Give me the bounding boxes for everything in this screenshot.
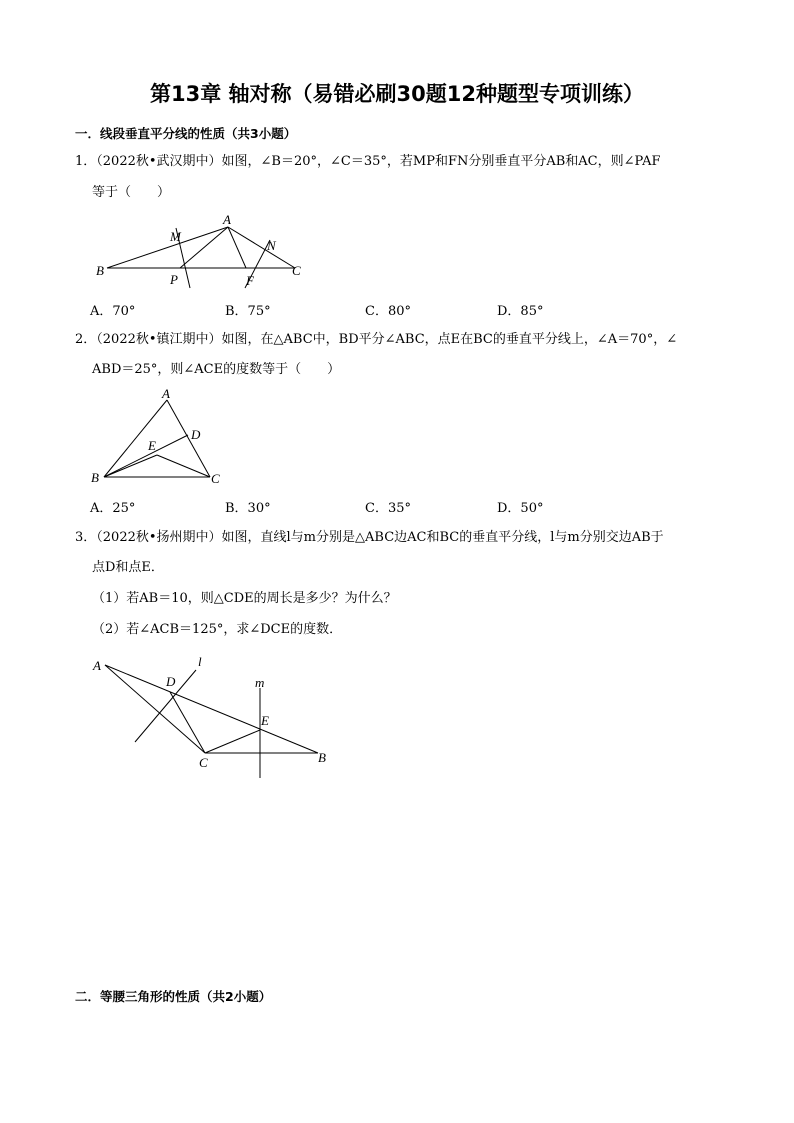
q1-option-b[interactable]: B．75° — [225, 304, 271, 319]
fig3-label-a: A — [93, 658, 101, 673]
q2-option-a[interactable]: A．25° — [90, 501, 136, 516]
fig3-label-e: E — [261, 713, 269, 728]
question-1-line-2: 等于（ ） — [92, 185, 171, 200]
q1-option-a[interactable]: A．70° — [90, 304, 136, 319]
question-3-sub-2: （2）若∠ACB＝125°，求∠DCE的度数． — [92, 622, 343, 637]
fig1-label-p: P — [170, 272, 178, 287]
fig2-label-a: A — [162, 386, 170, 401]
fig3-label-l: l — [198, 654, 202, 669]
section-heading-2: 二．等腰三角形的性质（共2小题） — [75, 989, 272, 1004]
q2-option-b[interactable]: B．30° — [225, 501, 271, 516]
page-title: 第13章 轴对称（易错必刷30题12种题型专项训练） — [150, 82, 644, 106]
question-2-figure — [0, 383, 794, 493]
question-1-line-1: 1．（2022秋•武汉期中）如图，∠B＝20°，∠C＝35°，若MP和FN分别垂直平分AB和AC，则∠PAF — [75, 154, 661, 169]
fig2-label-b: B — [91, 470, 99, 485]
q2-option-c[interactable]: C．35° — [365, 501, 411, 516]
fig1-label-c: C — [292, 263, 301, 278]
fig1-label-b: B — [96, 263, 104, 278]
question-2-line-1: 2．（2022秋•镇江期中）如图，在△ABC中，BD平分∠ABC，点E在BC的垂直平分线上，∠A＝70°，∠ — [75, 332, 678, 347]
fig2-label-c: C — [211, 471, 220, 486]
question-3-line-2: 点D和点E． — [92, 560, 164, 575]
fig1-label-f: F — [246, 273, 254, 288]
fig1-label-m: M — [170, 229, 181, 244]
question-2-line-2: ABD＝25°，则∠ACE的度数等于（ ） — [92, 362, 341, 377]
question-1-figure — [0, 205, 794, 295]
question-3-figure — [0, 650, 794, 790]
q1-option-d[interactable]: D．85° — [497, 304, 544, 319]
q2-option-d[interactable]: D．50° — [497, 501, 544, 516]
question-3-sub-1: （1）若AB＝10，则△CDE的周长是多少？为什么？ — [92, 591, 397, 606]
fig1-label-a: A — [223, 212, 231, 227]
question-3-line-1: 3．（2022秋•扬州期中）如图，直线l与m分别是△ABC边AC和BC的垂直平分线，l与m分别交边AB于 — [75, 530, 664, 545]
fig3-label-m: m — [255, 675, 265, 690]
fig3-label-c: C — [199, 755, 208, 770]
fig2-label-e: E — [148, 438, 156, 453]
q1-option-c[interactable]: C．80° — [365, 304, 411, 319]
fig3-label-d: D — [166, 674, 176, 689]
fig2-label-d: D — [191, 427, 201, 442]
fig1-label-n: N — [267, 238, 276, 253]
section-heading-1: 一．线段垂直平分线的性质（共3小题） — [75, 126, 297, 141]
fig3-label-b: B — [318, 750, 326, 765]
